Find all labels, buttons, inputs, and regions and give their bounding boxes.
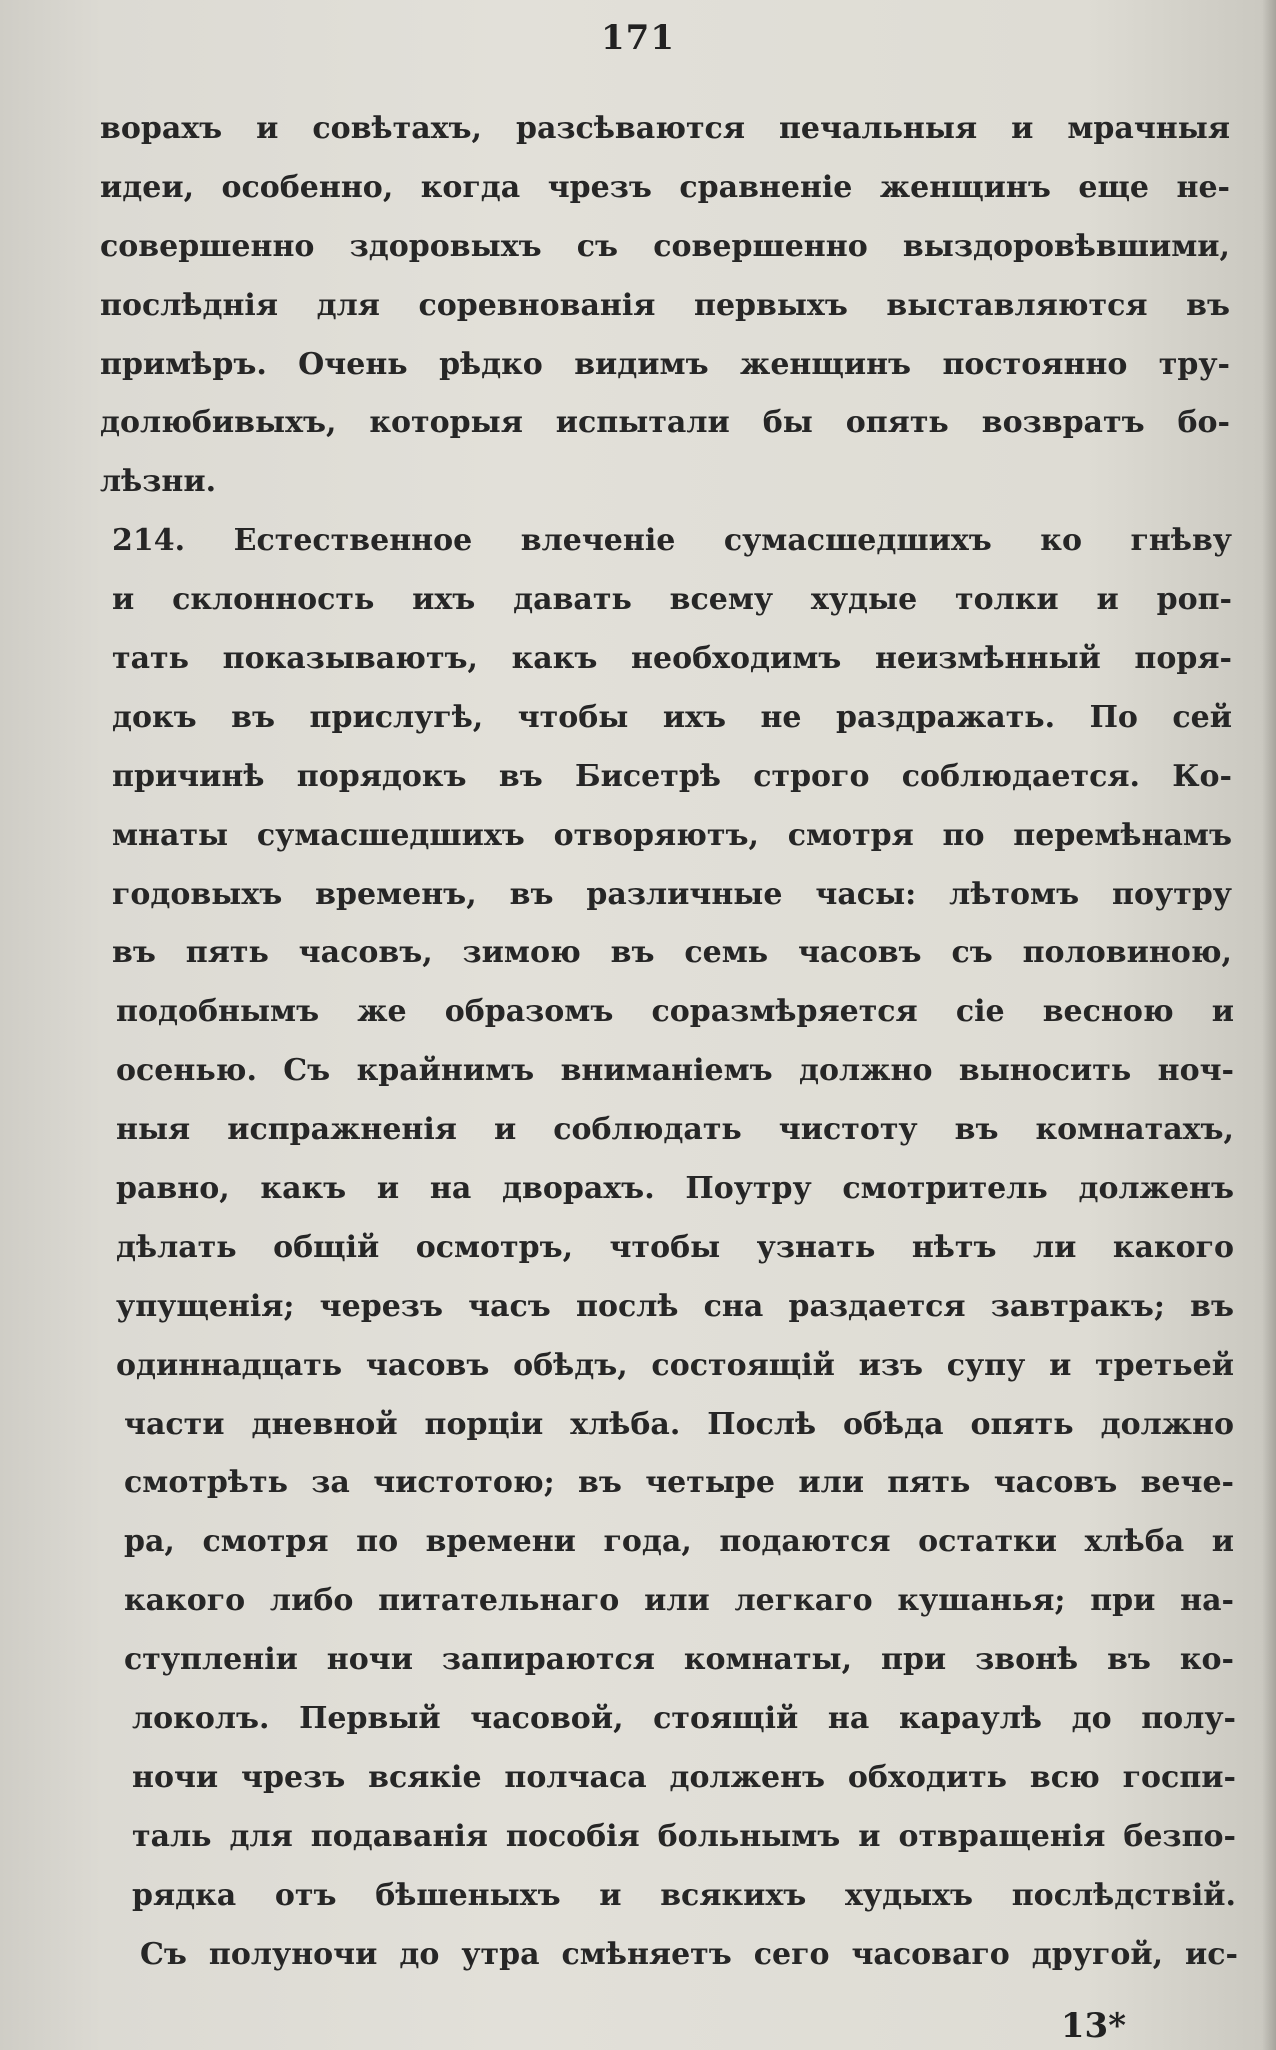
text-line: ночи чрезъ всякіе полчаса долженъ обходить всю госпи- xyxy=(132,1759,1236,1795)
text-line: таль для подаванія пособія больнымъ и отвращенія безпо- xyxy=(132,1818,1236,1854)
page-text xyxy=(100,100,1238,1985)
text-line: рядка отъ бѣшеныхъ и всякихъ худыхъ послѣдствій. xyxy=(132,1877,1236,1913)
text-line: лѣзни. xyxy=(100,464,217,500)
text-line: упущенія; черезъ часъ послѣ сна раздается завтракъ; въ xyxy=(116,1288,1234,1324)
text-line: совершенно здоровыхъ съ совершенно выздоровѣвшими, xyxy=(100,228,1230,264)
text-line: 214. Естественное влеченіе сумасшедшихъ ко гнѣву xyxy=(112,523,1232,559)
page-number: 171 xyxy=(601,18,675,58)
text-line: въ пять часовъ, зимою въ семь часовъ съ половиною, xyxy=(112,935,1232,971)
text-line: причинѣ порядокъ въ Бисетрѣ строго соблюдается. Ко- xyxy=(112,758,1232,794)
text-line: подобнымъ же образомъ соразмѣряется сіе весною и xyxy=(116,994,1234,1030)
text-line: Съ полуночи до утра смѣняетъ сего часоваго другой, ис- xyxy=(140,1936,1238,1972)
signature-mark: 13* xyxy=(1060,2006,1126,2046)
text-line: одиннадцать часовъ обѣдъ, состоящій изъ супу и третьей xyxy=(116,1347,1234,1383)
text-line: долюбивыхъ, которыя испытали бы опять возвратъ бо- xyxy=(100,405,1230,441)
text-line: ворахъ и совѣтахъ, разсѣваются печальныя и мрачныя xyxy=(100,111,1230,146)
text-line: смотрѣть за чистотою; въ четыре или пять часовъ вече- xyxy=(124,1465,1234,1501)
text-line: части дневной порціи хлѣба. Послѣ обѣда опять должно xyxy=(124,1406,1234,1442)
text-line: докъ въ прислугѣ, чтобы ихъ не раздражать. По сей xyxy=(112,699,1232,735)
text-line: примѣръ. Очень рѣдко видимъ женщинъ постоянно тру- xyxy=(100,346,1230,382)
text-line: мнаты сумасшедшихъ отворяютъ, смотря по перемѣнамъ xyxy=(112,817,1232,853)
text-line: ра, смотря по времени года, подаются остатки хлѣба и xyxy=(124,1524,1234,1560)
text-line: равно, какъ и на дворахъ. Поутру смотритель долженъ xyxy=(116,1171,1234,1207)
text-line: тать показываютъ, какъ необходимъ неизмѣнный поря- xyxy=(112,641,1232,677)
text-line: послѣднія для соревнованія первыхъ выставляются въ xyxy=(100,287,1230,323)
text-line: идеи, особенно, когда чрезъ сравненіе женщинъ еще не- xyxy=(100,169,1230,205)
text-line: годовыхъ временъ, въ различные часы: лѣтомъ поутру xyxy=(112,876,1232,912)
page-edge-shadow xyxy=(1262,0,1276,2050)
text-line: ступленіи ночи запираются комнаты, при звонѣ въ ко- xyxy=(124,1642,1234,1678)
text-line: ныя испражненія и соблюдать чистоту въ комнатахъ, xyxy=(116,1112,1234,1148)
text-line: осенью. Съ крайнимъ вниманіемъ должно выносить ноч- xyxy=(116,1053,1234,1089)
text-line: какого либо питательнаго или легкаго кушанья; при на- xyxy=(124,1583,1234,1619)
text-line: и склонность ихъ давать всему худые толки и роп- xyxy=(112,582,1232,618)
text-line: дѣлать общій осмотръ, чтобы узнать нѣтъ ли какого xyxy=(116,1229,1234,1265)
text-line: локолъ. Первый часовой, стоящій на караулѣ до полу- xyxy=(132,1701,1236,1737)
